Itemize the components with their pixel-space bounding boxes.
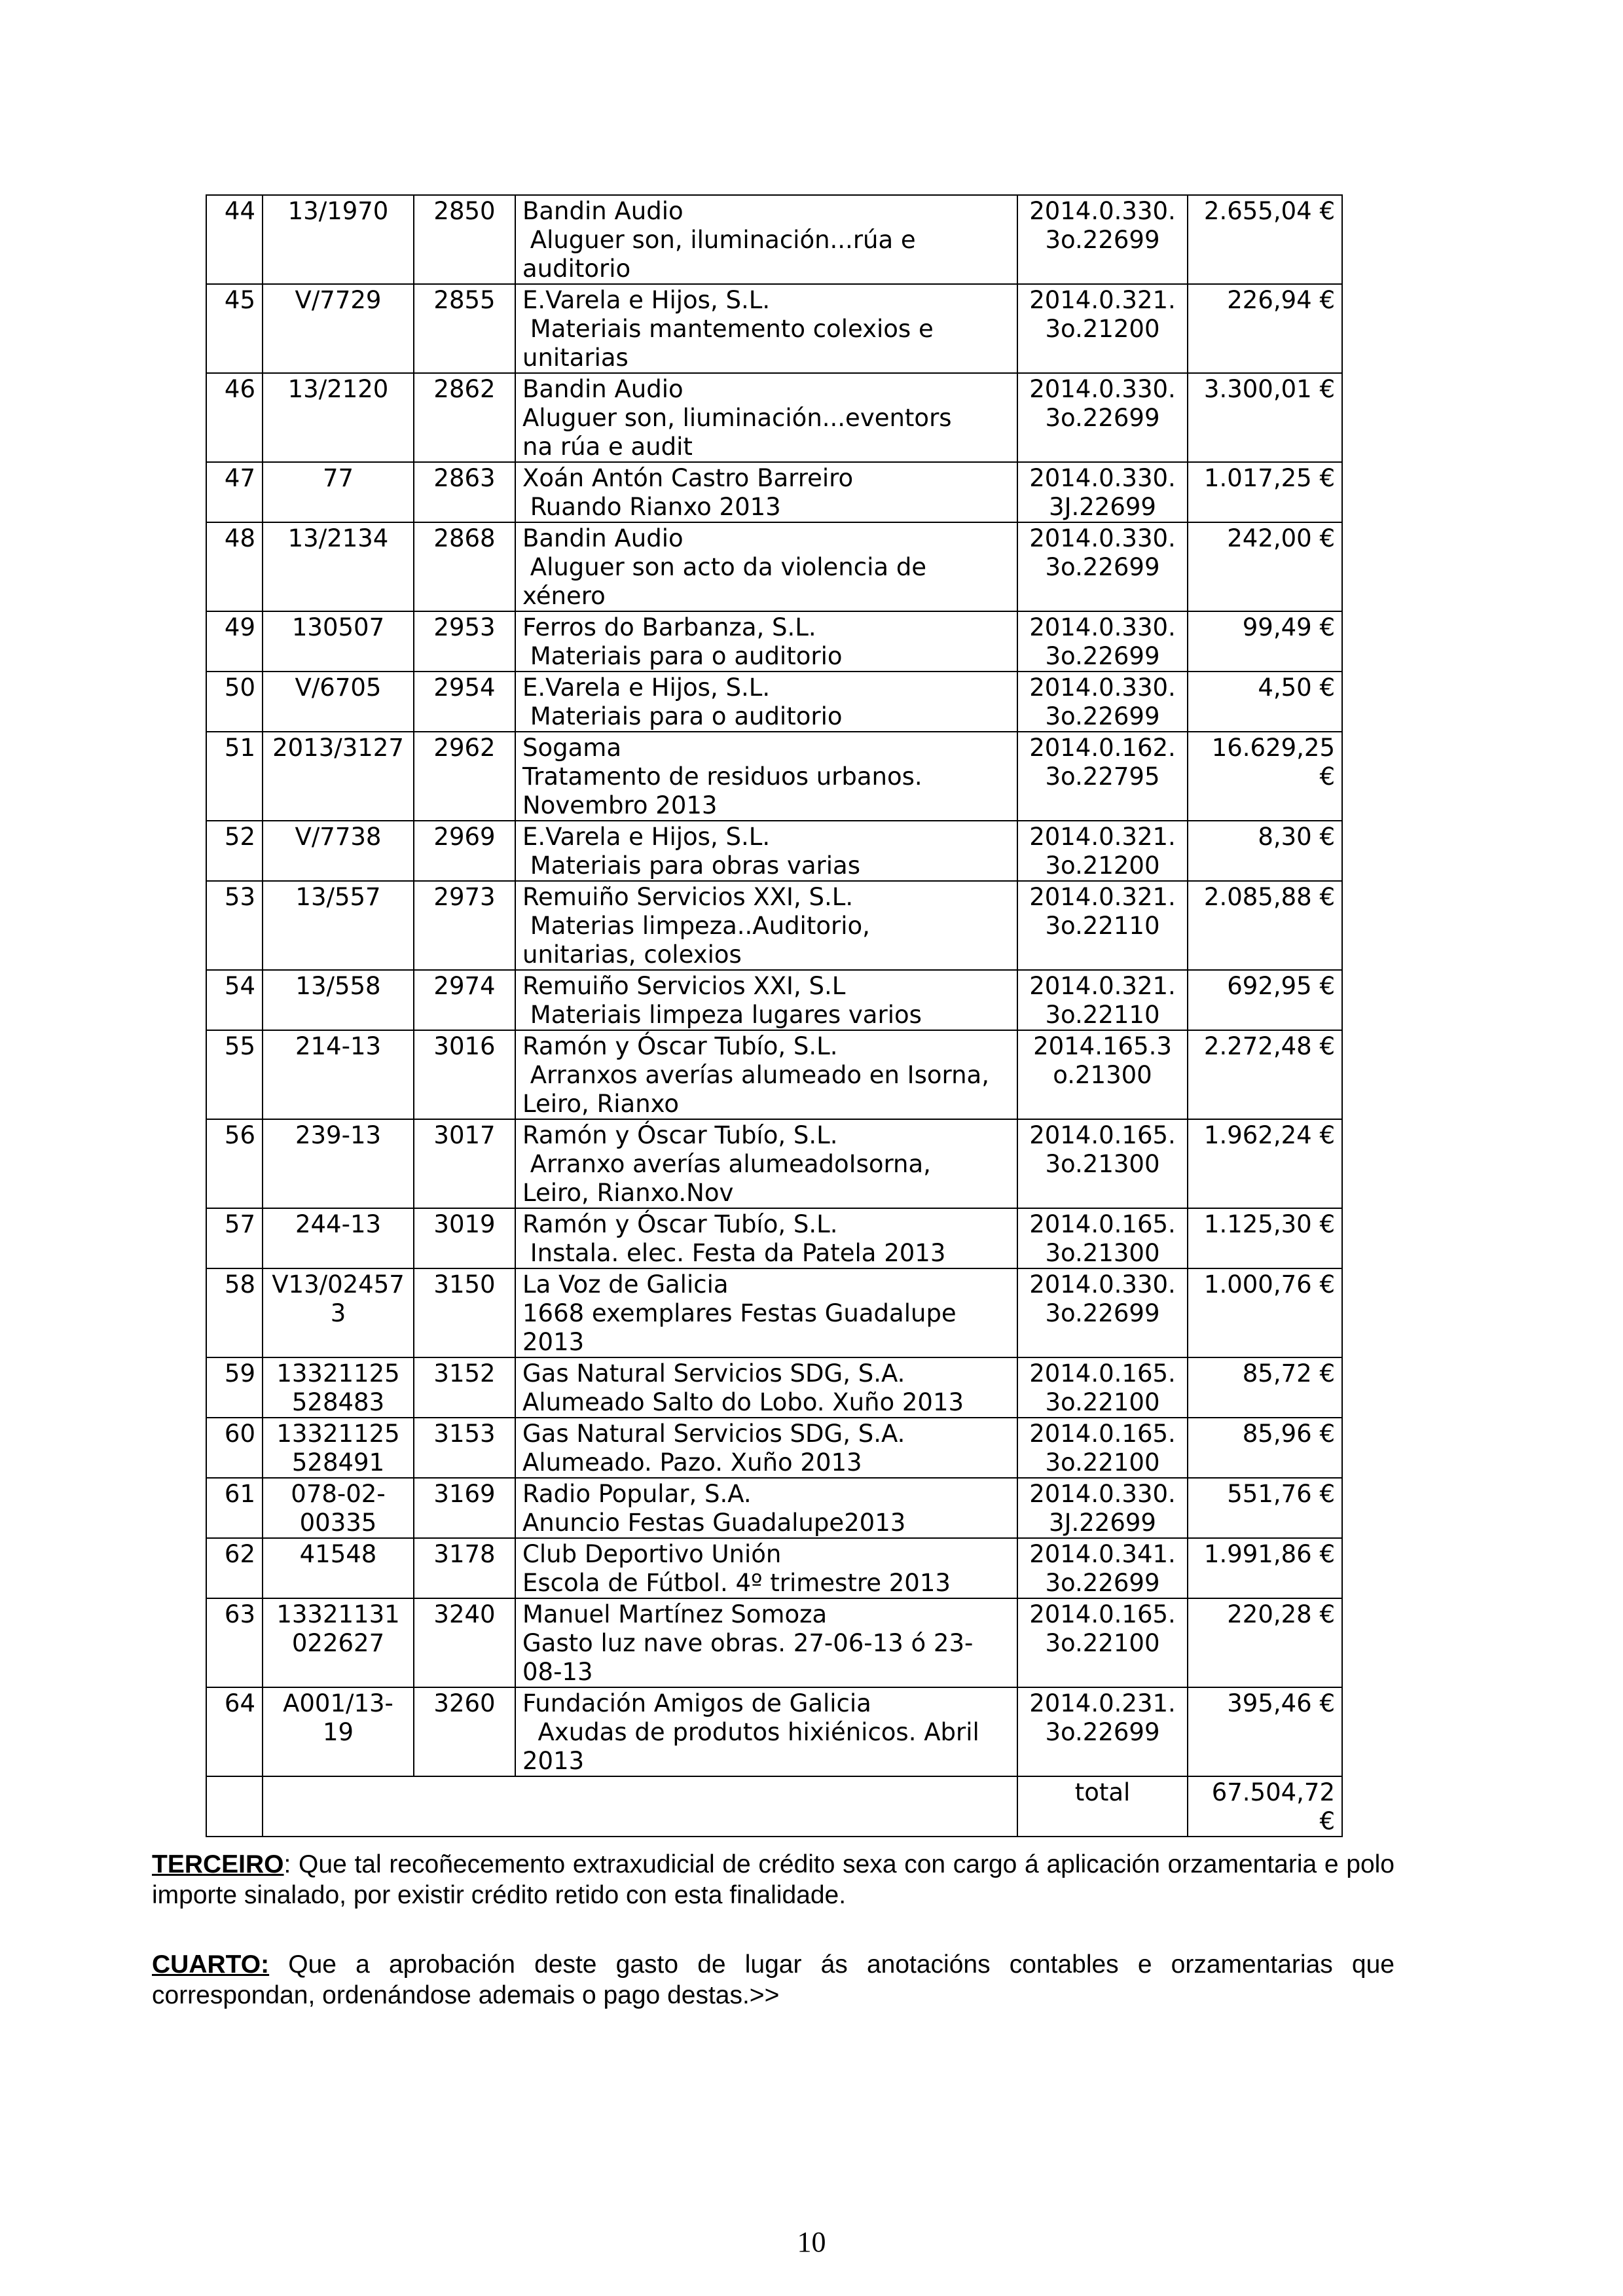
budget-application-cell: 2014.0.231.3o.22699 [1017, 1687, 1188, 1776]
budget-application-cell: 2014.0.341.3o.22699 [1017, 1538, 1188, 1598]
invoice-number-cell: A001/13-19 [263, 1687, 414, 1776]
row-number-cell: 61 [206, 1478, 263, 1538]
amount-cell: 692,95 € [1188, 970, 1342, 1030]
invoice-number-cell: V/7729 [263, 284, 414, 373]
amount-cell: 85,72 € [1188, 1357, 1342, 1418]
invoice-number-cell: 2013/3127 [263, 732, 414, 821]
budget-application-cell: 2014.0.321.3o.22110 [1017, 881, 1188, 970]
cuarto-text: Que a aprobación deste gasto de lugar ás anotacións contables e orzamentarias que correspondan, ordenándose ademais o pago destas.>> [152, 1950, 1395, 2009]
description-cell: E.Varela e Hijos, S.L. Materiais para o auditorio [515, 672, 1017, 732]
description-cell: Ferros do Barbanza, S.L. Materiais para o auditorio [515, 611, 1017, 672]
table-row [206, 1268, 1342, 1357]
invoice-number-cell: 130507 [263, 611, 414, 672]
amount-cell: 85,96 € [1188, 1418, 1342, 1478]
total-spacer-cell [263, 1776, 1017, 1837]
budget-application-cell: 2014.0.330.3J.22699 [1017, 462, 1188, 522]
invoice-number-cell: 77 [263, 462, 414, 522]
amount-cell: 1.125,30 € [1188, 1208, 1342, 1268]
terceiro-text: : Que tal recoñecemento extraxudicial de crédito sexa con cargo á aplicación orzamentaria e polo importe sinalado, por existir crédito retido con esta finalidade. [152, 1850, 1395, 1909]
invoice-number-cell: 13/558 [263, 970, 414, 1030]
amount-cell: 395,46 € [1188, 1687, 1342, 1776]
cuarto-heading: CUARTO: [152, 1950, 270, 1979]
registry-number-cell: 2962 [414, 732, 515, 821]
budget-application-cell: 2014.0.165.3o.21300 [1017, 1119, 1188, 1208]
registry-number-cell: 2862 [414, 373, 515, 462]
row-number-cell: 44 [206, 195, 263, 284]
budget-application-cell: 2014.0.165.3o.21300 [1017, 1208, 1188, 1268]
row-number-cell: 45 [206, 284, 263, 373]
registry-number-cell: 3016 [414, 1030, 515, 1119]
invoice-number-cell: 239-13 [263, 1119, 414, 1208]
registry-number-cell: 3152 [414, 1357, 515, 1418]
amount-cell: 2.085,88 € [1188, 881, 1342, 970]
registry-number-cell: 2953 [414, 611, 515, 672]
row-number-cell: 49 [206, 611, 263, 672]
registry-number-cell: 3260 [414, 1687, 515, 1776]
description-cell: Bandin Audio Aluguer son acto da violencia de xénero [515, 522, 1017, 611]
table-row [206, 881, 1342, 970]
table-row [206, 1687, 1342, 1776]
registry-number-cell: 2850 [414, 195, 515, 284]
table-row [206, 1598, 1342, 1687]
invoice-number-cell: V13/024573 [263, 1268, 414, 1357]
budget-application-cell: 2014.0.330.3o.22699 [1017, 1268, 1188, 1357]
description-cell: Ramón y Óscar Tubío, S.L. Arranxo averías alumeadoIsorna, Leiro, Rianxo.Nov [515, 1119, 1017, 1208]
row-number-cell: 54 [206, 970, 263, 1030]
invoice-number-cell: 13/2134 [263, 522, 414, 611]
description-cell: Gas Natural Servicios SDG, S.A. Alumeado. Pazo. Xuño 2013 [515, 1418, 1017, 1478]
amount-cell: 1.000,76 € [1188, 1268, 1342, 1357]
table-row [206, 195, 1342, 284]
budget-application-cell: 2014.0.330.3J.22699 [1017, 1478, 1188, 1538]
invoice-number-cell: V/6705 [263, 672, 414, 732]
amount-cell: 99,49 € [1188, 611, 1342, 672]
table-row [206, 732, 1342, 821]
table-row [206, 821, 1342, 881]
budget-application-cell: 2014.0.321.3o.22110 [1017, 970, 1188, 1030]
row-number-cell: 55 [206, 1030, 263, 1119]
budget-application-cell: 2014.0.321.3o.21200 [1017, 821, 1188, 881]
registry-number-cell: 3178 [414, 1538, 515, 1598]
row-number-cell: 64 [206, 1687, 263, 1776]
registry-number-cell: 2863 [414, 462, 515, 522]
amount-cell: 1.991,86 € [1188, 1538, 1342, 1598]
invoice-number-cell: 13321125528491 [263, 1418, 414, 1478]
amount-cell: 226,94 € [1188, 284, 1342, 373]
description-cell: E.Varela e Hijos, S.L. Materiais para obras varias [515, 821, 1017, 881]
row-number-cell: 48 [206, 522, 263, 611]
row-number-cell: 47 [206, 462, 263, 522]
invoice-number-cell: 13321125528483 [263, 1357, 414, 1418]
table-row [206, 522, 1342, 611]
table-row [206, 672, 1342, 732]
table-row [206, 1357, 1342, 1418]
row-number-cell: 63 [206, 1598, 263, 1687]
terceiro-paragraph [152, 1849, 1395, 1910]
description-cell: Radio Popular, S.A. Anuncio Festas Guadalupe2013 [515, 1478, 1017, 1538]
table-row [206, 1478, 1342, 1538]
total-empty-cell [206, 1776, 263, 1837]
budget-application-cell: 2014.0.165.3o.22100 [1017, 1357, 1188, 1418]
budget-application-cell: 2014.0.330.3o.22699 [1017, 195, 1188, 284]
budget-application-cell: 2014.0.330.3o.22699 [1017, 672, 1188, 732]
description-cell: Fundación Amigos de Galicia Axudas de produtos hixiénicos. Abril 2013 [515, 1687, 1017, 1776]
budget-application-cell: 2014.0.165.3o.22100 [1017, 1598, 1188, 1687]
invoice-number-cell: V/7738 [263, 821, 414, 881]
total-label: total [1017, 1776, 1188, 1837]
registry-number-cell: 3150 [414, 1268, 515, 1357]
table-row [206, 1538, 1342, 1598]
description-cell: Manuel Martínez Somoza Gasto luz nave obras. 27-06-13 ó 23- 08-13 [515, 1598, 1017, 1687]
registry-number-cell: 3153 [414, 1418, 515, 1478]
terceiro-heading: TERCEIRO [152, 1850, 284, 1878]
registry-number-cell: 2855 [414, 284, 515, 373]
amount-cell: 16.629,25 € [1188, 732, 1342, 821]
invoice-number-cell: 41548 [263, 1538, 414, 1598]
table-row [206, 284, 1342, 373]
table-row [206, 373, 1342, 462]
budget-application-cell: 2014.0.330.3o.22699 [1017, 611, 1188, 672]
invoice-number-cell: 13321131022627 [263, 1598, 414, 1687]
registry-number-cell: 2973 [414, 881, 515, 970]
amount-cell: 2.655,04 € [1188, 195, 1342, 284]
total-amount: 67.504,72 € [1188, 1776, 1342, 1837]
registry-number-cell: 2974 [414, 970, 515, 1030]
registry-number-cell: 3017 [414, 1119, 515, 1208]
table-row [206, 611, 1342, 672]
amount-cell: 242,00 € [1188, 522, 1342, 611]
table-row [206, 1418, 1342, 1478]
registry-number-cell: 3169 [414, 1478, 515, 1538]
budget-application-cell: 2014.165.3o.21300 [1017, 1030, 1188, 1119]
row-number-cell: 53 [206, 881, 263, 970]
row-number-cell: 56 [206, 1119, 263, 1208]
description-cell: Bandin Audio Aluguer son, iluminación...rúa e auditorio [515, 195, 1017, 284]
table-row [206, 1119, 1342, 1208]
invoice-number-cell: 244-13 [263, 1208, 414, 1268]
description-cell: Club Deportivo Unión Escola de Fútbol. 4º trimestre 2013 [515, 1538, 1017, 1598]
table-row [206, 1030, 1342, 1119]
amount-cell: 3.300,01 € [1188, 373, 1342, 462]
page-number: 10 [797, 2226, 826, 2258]
amount-cell: 220,28 € [1188, 1598, 1342, 1687]
description-cell: Xoán Antón Castro Barreiro Ruando Rianxo 2013 [515, 462, 1017, 522]
budget-application-cell: 2014.0.162.3o.22795 [1017, 732, 1188, 821]
description-cell: Remuiño Servicios XXI, S.L. Materias limpeza..Auditorio, unitarias, colexios [515, 881, 1017, 970]
cuarto-paragraph [152, 1949, 1395, 2011]
budget-application-cell: 2014.0.330.3o.22699 [1017, 373, 1188, 462]
amount-cell: 1.017,25 € [1188, 462, 1342, 522]
amount-cell: 2.272,48 € [1188, 1030, 1342, 1119]
budget-application-cell: 2014.0.321.3o.21200 [1017, 284, 1188, 373]
row-number-cell: 58 [206, 1268, 263, 1357]
invoice-number-cell: 13/2120 [263, 373, 414, 462]
invoice-table-body [206, 195, 1342, 1837]
description-cell: Remuiño Servicios XXI, S.L Materiais limpeza lugares varios [515, 970, 1017, 1030]
invoice-number-cell: 214-13 [263, 1030, 414, 1119]
row-number-cell: 62 [206, 1538, 263, 1598]
amount-cell: 551,76 € [1188, 1478, 1342, 1538]
description-cell: E.Varela e Hijos, S.L. Materiais mantemento colexios e unitarias [515, 284, 1017, 373]
registry-number-cell: 3019 [414, 1208, 515, 1268]
table-row [206, 1208, 1342, 1268]
registry-number-cell: 3240 [414, 1598, 515, 1687]
description-cell: Sogama Tratamento de residuos urbanos. Novembro 2013 [515, 732, 1017, 821]
description-cell: Gas Natural Servicios SDG, S.A. Alumeado Salto do Lobo. Xuño 2013 [515, 1357, 1017, 1418]
registry-number-cell: 2954 [414, 672, 515, 732]
row-number-cell: 46 [206, 373, 263, 462]
invoice-number-cell: 078-02-00335 [263, 1478, 414, 1538]
registry-number-cell: 2969 [414, 821, 515, 881]
description-cell: Ramón y Óscar Tubío, S.L. Arranxos averías alumeado en Isorna, Leiro, Rianxo [515, 1030, 1017, 1119]
registry-number-cell: 2868 [414, 522, 515, 611]
row-number-cell: 50 [206, 672, 263, 732]
row-number-cell: 59 [206, 1357, 263, 1418]
budget-application-cell: 2014.0.165.3o.22100 [1017, 1418, 1188, 1478]
description-cell: Ramón y Óscar Tubío, S.L. Instala. elec. Festa da Patela 2013 [515, 1208, 1017, 1268]
row-number-cell: 60 [206, 1418, 263, 1478]
table-row [206, 462, 1342, 522]
amount-cell: 1.962,24 € [1188, 1119, 1342, 1208]
total-row [206, 1776, 1342, 1837]
table-row [206, 970, 1342, 1030]
description-cell: La Voz de Galicia 1668 exemplares Festas Guadalupe 2013 [515, 1268, 1017, 1357]
row-number-cell: 52 [206, 821, 263, 881]
row-number-cell: 57 [206, 1208, 263, 1268]
invoice-table [206, 194, 1343, 1837]
description-cell: Bandin Audio Aluguer son, liuminación...eventors na rúa e audit [515, 373, 1017, 462]
amount-cell: 8,30 € [1188, 821, 1342, 881]
row-number-cell: 51 [206, 732, 263, 821]
invoice-number-cell: 13/1970 [263, 195, 414, 284]
budget-application-cell: 2014.0.330.3o.22699 [1017, 522, 1188, 611]
invoice-number-cell: 13/557 [263, 881, 414, 970]
amount-cell: 4,50 € [1188, 672, 1342, 732]
